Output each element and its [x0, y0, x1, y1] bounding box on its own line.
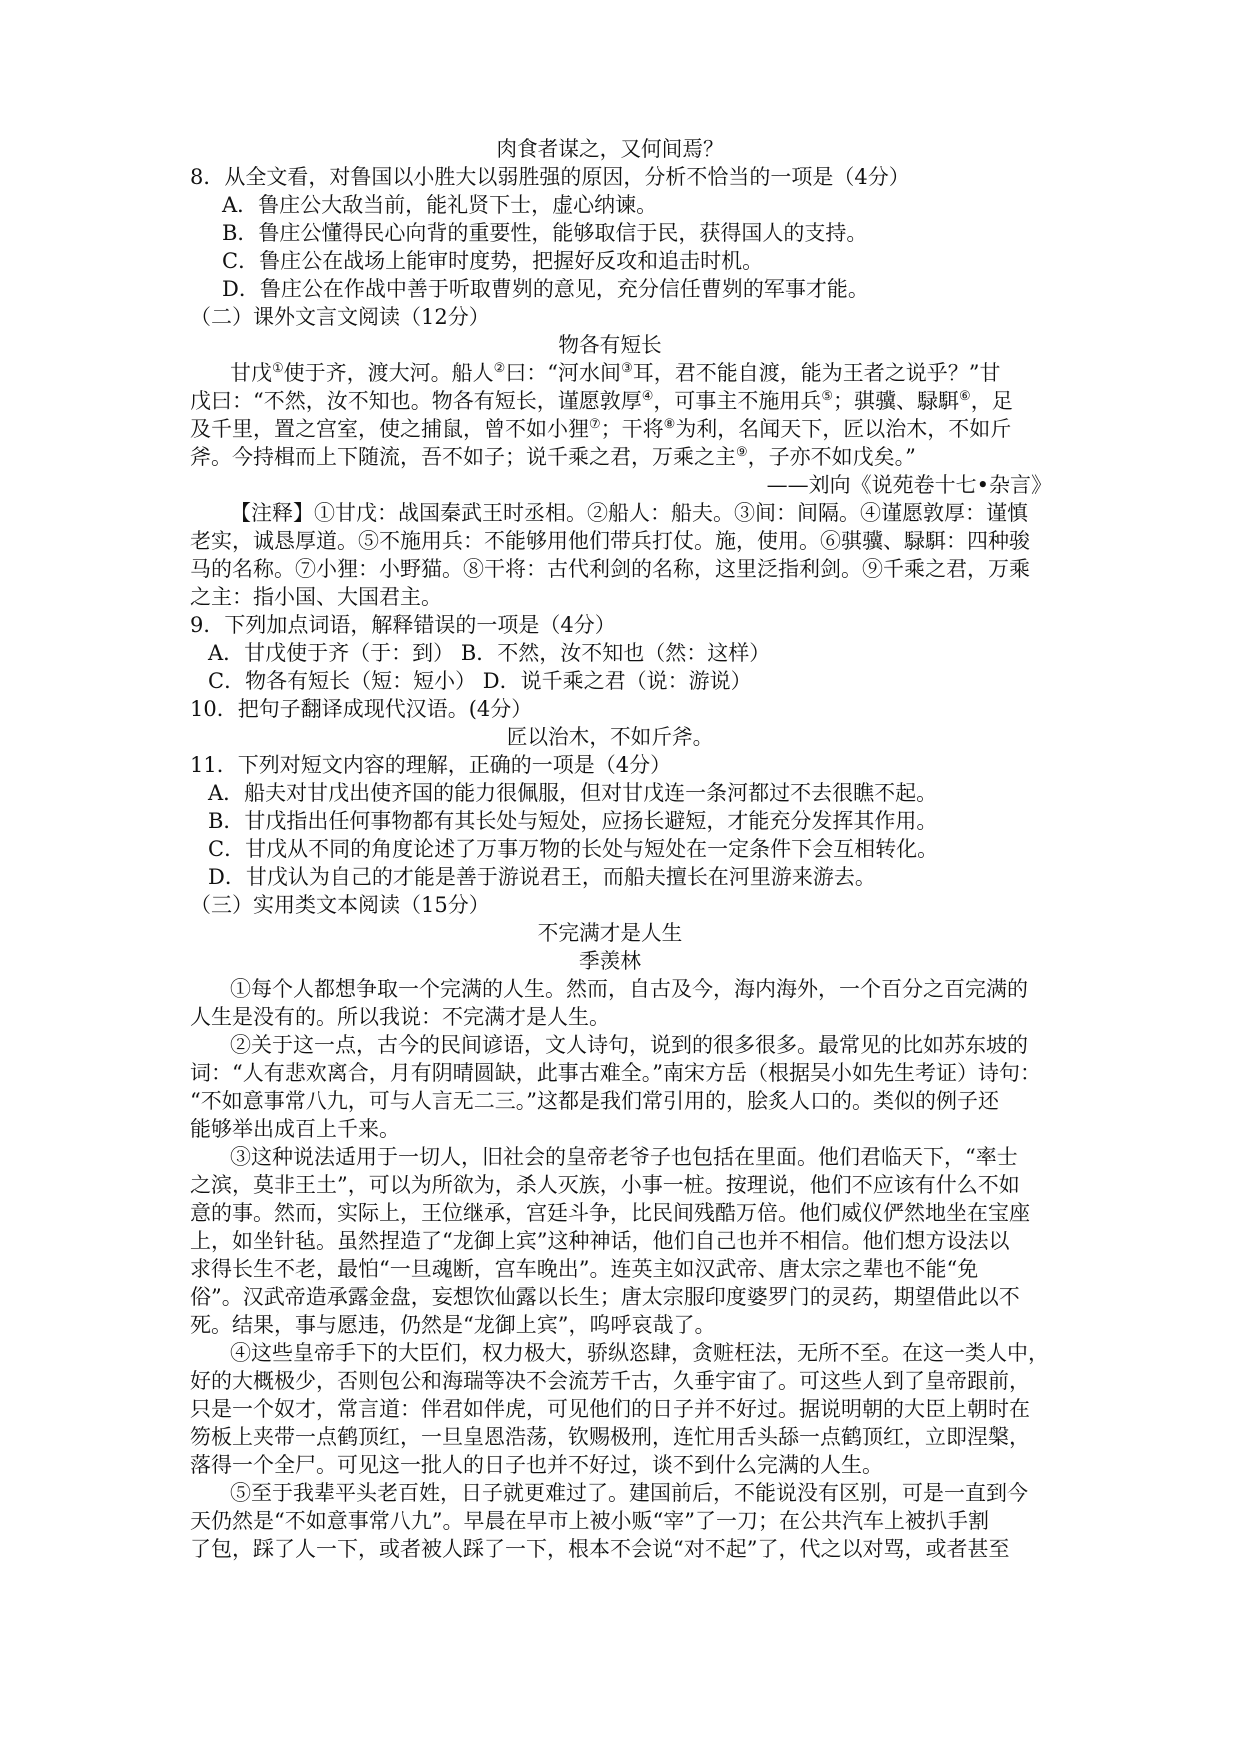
annotation-line: 马的名称。⑦小狸：小野猫。⑧干将：古代利剑的名称，这里泛指利剑。⑨千乘之君，万乘 [190, 557, 1030, 581]
passage-2-line: 甘戊①使于齐，渡大河。船人②曰：“河水间③耳，君不能自渡，能为王者之说乎？”甘 [230, 361, 1001, 385]
essay-line: 求得长生不老，最怕“一旦魂断，宫车晚出”。连英主如汉武帝、唐太宗之辈也不能“免 [190, 1257, 979, 1281]
question-8-option-a: A．鲁庄公大敌当前，能礼贤下士，虚心纳谏。 [222, 193, 658, 217]
essay-line: 词：“人有悲欢离合，月有阴晴圆缺，此事古难全。”南宋方岳（根据吴小如先生考证）诗句： [190, 1061, 1041, 1085]
essay-line: 笏板上夹带一点鹤顶红，一旦皇恩浩荡，钦赐极刑，连忙用舌头舔一点鹤顶红，立即涅槃， [190, 1425, 1030, 1449]
question-11: 11．下列对短文内容的理解，正确的一项是（4分） [190, 753, 672, 777]
passage-2-line: 戊曰：“不然，汝不知也。物各有短长，谨愿敦厚④，可事主不施用兵⑤；骐骥、騄駬⑥，足 [190, 389, 1013, 413]
essay-line: 了包，踩了人一下，或者被人踩了一下，根本不会说“对不起”了，代之以对骂，或者甚至 [190, 1537, 1010, 1561]
essay-line: 只是一个奴才，常言道：伴君如伴虎，可见他们的日子并不好过。据说明朝的大臣上朝时在 [190, 1397, 1030, 1421]
essay-line: ③这种说法适用于一切人，旧社会的皇帝老爷子也包括在里面。他们君临天下，“率士 [230, 1145, 1018, 1169]
essay-line: 上，如坐针毡。虽然捏造了“龙御上宾”这种神话，他们自己也并不相信。他们想方设法以 [190, 1229, 1010, 1253]
essay-line: 意的事。然而，实际上，王位继承，宫廷斗争，比民间残酷万倍。他们威仪俨然地坐在宝座 [190, 1201, 1030, 1225]
section-2-heading: （二）课外文言文阅读（12分） [190, 305, 490, 329]
essay-line: 俗”。汉武帝造承露金盘，妄想饮仙露以长生；唐太宗服印度婆罗门的灵药，期望借此以不 [190, 1285, 1020, 1309]
essay-line: 天仍然是“不如意事常八九”。早晨在早市上被小贩“宰”了一刀；在公共汽车上被扒手割 [190, 1509, 989, 1533]
essay-line: ⑤至于我辈平头老百姓，日子就更难过了。建国前后，不能说没有区别，可是一直到今 [230, 1481, 1028, 1505]
question-8-option-d: D．鲁庄公在作战中善于听取曹刿的意见，充分信任曹刿的军事才能。 [222, 277, 869, 301]
essay-title: 不完满才是人生 [537, 921, 683, 945]
question-11-option-c: C．甘戊从不同的角度论述了万事万物的长处与短处在一定条件下会互相转化。 [208, 837, 939, 861]
essay-line: ①每个人都想争取一个完满的人生。然而，自古及今，海内海外，一个百分之百完满的 [230, 977, 1028, 1001]
essay-line: 人生是没有的。所以我说：不完满才是人生。 [190, 1005, 610, 1029]
essay-line: 好的大概极少，否则包公和海瑞等决不会流芳千古，久垂宇宙了。可这些人到了皇帝跟前， [190, 1369, 1030, 1393]
essay-author: 季羡林 [579, 949, 641, 973]
passage-2-line: 及千里，置之宫室，使之捕鼠，曾不如小狸⑦；干将⑧为利，名闻天下，匠以治木，不如斤 [190, 417, 1012, 441]
essay-line: 能够举出成百上千来。 [190, 1117, 400, 1141]
question-10-sentence: 匠以治木，不如斤斧。 [506, 725, 714, 749]
essay-line: ②关于这一点，古今的民间谚语，文人诗句，说到的很多很多。最常见的比如苏东坡的 [230, 1033, 1028, 1057]
essay-line: “不如意事常八九，可与人言无二三。”这都是我们常引用的，脍炙人口的。类似的例子还 [190, 1089, 999, 1113]
passage-2-line: 斧。今持楫而上下随流，吾不如子；说千乘之君，万乘之主⑨，子亦不如戊矣。” [190, 445, 916, 469]
passage-last-line: 肉食者谋之，又何间焉？ [496, 137, 724, 161]
question-8-option-c: C．鲁庄公在战场上能审时度势，把握好反攻和追击时机。 [222, 249, 764, 273]
annotation-line: 之主：指小国、大国君主。 [190, 585, 442, 609]
question-11-option-a: A．船夫对甘戊出使齐国的能力很佩服，但对甘戊连一条河都过不去很瞧不起。 [208, 781, 938, 805]
question-9: 9．下列加点词语，解释错误的一项是（4分） [190, 613, 616, 637]
essay-line: 落得一个全尸。可见这一批人的日子也并不好过，谈不到什么完满的人生。 [190, 1453, 883, 1477]
essay-line: ④这些皇帝手下的大臣们，权力极大，骄纵恣肆，贪赃枉法，无所不至。在这一类人中， [230, 1341, 1049, 1365]
question-11-option-b: B．甘戊指出任何事物都有其长处与短处，应扬长避短，才能充分发挥其作用。 [208, 809, 938, 833]
question-10: 10．把句子翻译成现代汉语。(4分） [190, 697, 533, 721]
question-9-options-cd: C．物各有短长（短：短小） D．说千乘之君（说：游说） [208, 669, 752, 693]
question-8-option-b: B．鲁庄公懂得民心向背的重要性，能够取信于民，获得国人的支持。 [222, 221, 868, 245]
question-8: 8．从全文看，对鲁国以小胜大以弱胜强的原因，分析不恰当的一项是（4分） [190, 165, 910, 189]
essay-line: 死。结果，事与愿违，仍然是“龙御上宾”，呜呼哀哉了。 [190, 1313, 716, 1337]
passage-2-source: ——刘向《说苑卷十七•杂言》 [766, 473, 1052, 497]
question-11-option-d: D．甘戊认为自己的才能是善于游说君王，而船夫擅长在河里游来游去。 [208, 865, 876, 889]
section-3-heading: （三）实用类文本阅读（15分） [190, 893, 490, 917]
annotation-line: 老实，诚恳厚道。⑤不施用兵：不能够用他们带兵打仗。施，使用。⑥骐骥、騄駬：四种骏 [190, 529, 1030, 553]
annotation-line: 【注释】①甘戊：战国秦武王时丞相。②船人：船夫。③间：间隔。④谨愿敦厚：谨慎 [230, 501, 1028, 525]
question-9-options-ab: A．甘戊使于齐（于：到） B．不然，汝不知也（然：这样） [208, 641, 771, 665]
essay-line: 之滨，莫非王土”，可以为所欲为，杀人灭族，小事一桩。按理说，他们不应该有什么不如 [190, 1173, 1020, 1197]
passage-2-title: 物各有短长 [558, 333, 662, 357]
